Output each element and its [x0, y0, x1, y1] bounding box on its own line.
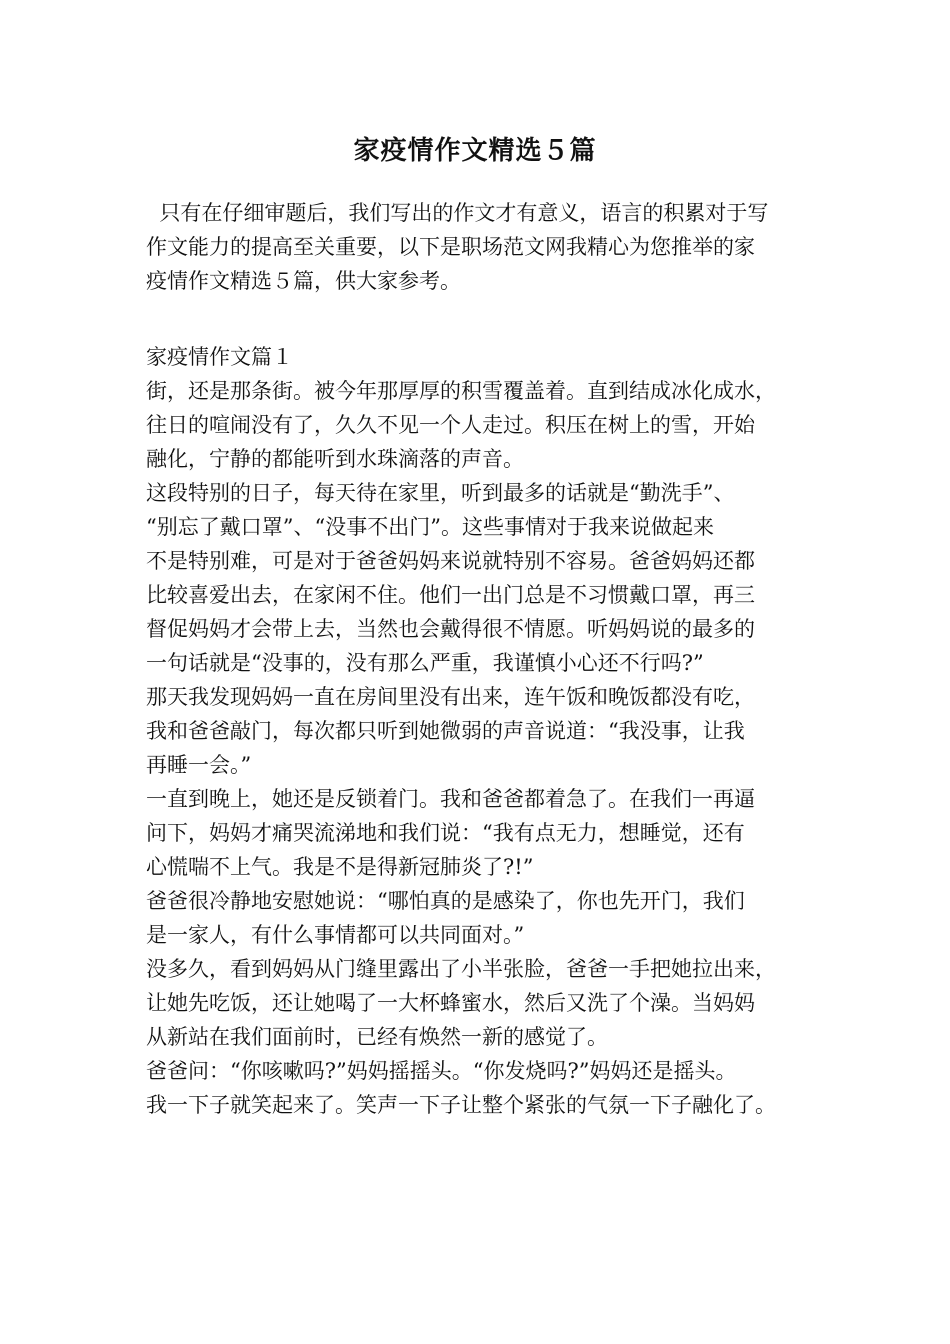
body-line: 是一家人，有什么事情都可以共同面对。” — [146, 923, 525, 947]
body-line: 没多久，看到妈妈从门缝里露出了小半张脸，爸爸一手把她拉出来， — [146, 957, 776, 981]
body-line: 融化，宁静的都能听到水珠滴落的声音。 — [146, 447, 524, 471]
body-line: 心慌喘不上气。我是不是得新冠肺炎了?!” — [146, 855, 534, 879]
body-line: 再睡一会。” — [146, 753, 252, 777]
intro-line: 作文能力的提高至关重要，以下是职场范文网我精心为您推举的家 — [146, 235, 755, 259]
body-line: 我一下子就笑起来了。笑声一下子让整个紧张的气氛一下子融化了。 — [146, 1093, 776, 1117]
body-line: 那天我发现妈妈一直在房间里没有出来，连午饭和晚饭都没有吃， — [146, 685, 755, 709]
intro-line: 疫情作文精选５篇，供大家参考。 — [146, 269, 461, 293]
body-line: 一直到晚上，她还是反锁着门。我和爸爸都着急了。在我们一再逼 — [146, 787, 755, 811]
section-heading: 家疫情作文篇１ — [146, 345, 293, 369]
body-line: 这段特别的日子，每天待在家里，听到最多的话就是“勤洗手”、 — [146, 481, 735, 505]
body-line: “别忘了戴口罩”、“没事不出门”。这些事情对于我来说做起来 — [146, 515, 714, 539]
body-line: 从新站在我们面前时，已经有焕然一新的感觉了。 — [146, 1025, 608, 1049]
body-line: 街，还是那条街。被今年那厚厚的积雪覆盖着。直到结成冰化成水， — [146, 379, 776, 403]
body-line: 问下，妈妈才痛哭流涕地和我们说：“我有点无力，想睡觉，还有 — [146, 821, 745, 845]
body-line: 督促妈妈才会带上去，当然也会戴得很不情愿。听妈妈说的最多的 — [146, 617, 755, 641]
body-line: 比较喜爱出去，在家闲不住。他们一出门总是不习惯戴口罩，再三 — [146, 583, 755, 607]
document-body — [146, 196, 826, 1122]
body-line: 让她先吃饭，还让她喝了一大杯蜂蜜水，然后又洗了个澡。当妈妈 — [146, 991, 755, 1015]
body-line: 我和爸爸敲门，每次都只听到她微弱的声音说道：“我没事，让我 — [146, 719, 745, 743]
paragraph-gap — [146, 298, 826, 340]
body-line: 往日的喧闹没有了，久久不见一个人走过。积压在树上的雪，开始 — [146, 413, 755, 437]
body-line: 不是特别难，可是对于爸爸妈妈来说就特别不容易。爸爸妈妈还都 — [146, 549, 755, 573]
document-title: 家疫情作文精选５篇 — [353, 136, 597, 166]
body-line: 爸爸很冷静地安慰她说：“哪怕真的是感染了，你也先开门，我们 — [146, 889, 745, 913]
body-line: 一句话就是“没事的，没有那么严重，我谨慎小心还不行吗?” — [146, 651, 704, 675]
body-line: 爸爸问：“你咳嗽吗?”妈妈摇摇头。“你发烧吗?”妈妈还是摇头。 — [146, 1059, 737, 1083]
intro-line: 只有在仔细审题后，我们写出的作文才有意义，语言的积累对于写 — [146, 201, 769, 225]
